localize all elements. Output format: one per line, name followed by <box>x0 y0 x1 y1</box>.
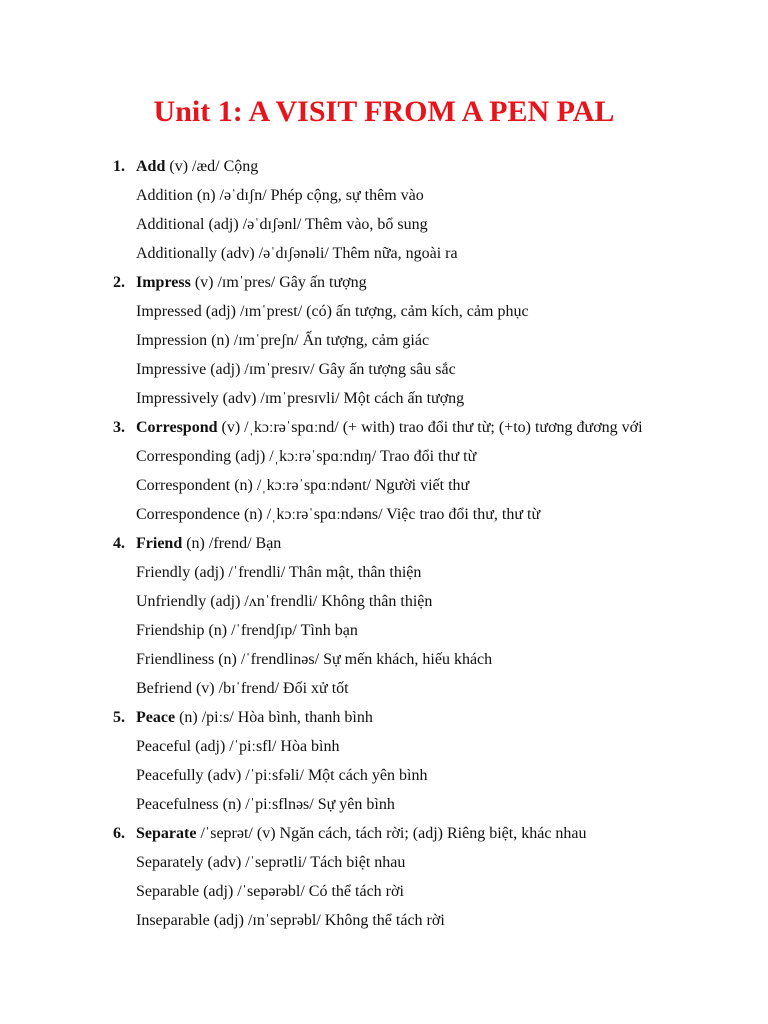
head-definition: (v) /ɪmˈpres/ Gây ấn tượng <box>190 274 367 291</box>
head-line <box>0 819 768 848</box>
item-number: 5. <box>113 709 125 726</box>
head-word: Peace <box>136 709 176 726</box>
derivative-line: Inseparable (adj) /ɪnˈseprəbl/ Không thể tách rời <box>136 912 445 929</box>
derivative-line: Peacefully (adv) /ˈpiːsfəli/ Một cách yên bình <box>136 767 428 784</box>
head-word: Impress <box>136 274 191 291</box>
head-definition: (v) /æd/ Cộng <box>165 158 259 175</box>
derivative-line: Peaceful (adj) /ˈpiːsfl/ Hòa bình <box>136 738 340 755</box>
head-line <box>0 529 768 558</box>
vocab-group-6 <box>0 819 768 935</box>
derivative-line: Friendship (n) /ˈfrendʃɪp/ Tình bạn <box>136 622 358 639</box>
derivative-line: Correspondent (n) /ˌkɔːrəˈspɑːndənt/ Người viết thư <box>136 477 470 494</box>
derivative-line: Impressively (adv) /ɪmˈpresɪvli/ Một cách ấn tượng <box>136 390 465 407</box>
derivative-line: Additional (adj) /əˈdɪʃənl/ Thêm vào, bổ sung <box>136 216 428 233</box>
head-definition: (n) /frend/ Bạn <box>182 535 282 552</box>
head-definition: /ˈseprət/ (v) Ngăn cách, tách rời; (adj) Riêng biệt, khác nhau <box>196 825 587 842</box>
item-number: 1. <box>113 158 125 175</box>
vocab-group-3 <box>0 413 768 529</box>
head-definition: (v) /ˌkɔːrəˈspɑːnd/ (+ with) trao đổi thư từ; (+to) tương đương với <box>217 419 643 436</box>
derivative-line: Additionally (adv) /əˈdɪʃənəli/ Thêm nữa, ngoài ra <box>136 245 458 262</box>
head-word: Separate <box>136 825 197 842</box>
derivative-line: Befriend (v) /bɪˈfrend/ Đối xử tốt <box>136 680 349 697</box>
head-word: Friend <box>136 535 183 552</box>
derivative-line: Unfriendly (adj) /ʌnˈfrendli/ Không thân thiện <box>136 593 433 610</box>
head-line <box>0 703 768 732</box>
page-title: Unit 1: A VISIT FROM A PEN PAL <box>153 95 615 128</box>
head-definition: (n) /piːs/ Hòa bình, thanh bình <box>175 709 373 726</box>
head-line <box>0 413 768 442</box>
derivative-line: Correspondence (n) /ˌkɔːrəˈspɑːndəns/ Việc trao đổi thư, thư từ <box>136 506 541 523</box>
derivative-line: Friendliness (n) /ˈfrendlinəs/ Sự mến khách, hiếu khách <box>136 651 493 668</box>
head-word: Add <box>136 158 166 175</box>
item-number: 3. <box>113 419 125 436</box>
item-number: 6. <box>113 825 125 842</box>
vocabulary-list <box>0 152 768 935</box>
derivative-line: Friendly (adj) /ˈfrendli/ Thân mật, thân thiện <box>136 564 422 581</box>
derivative-line: Peacefulness (n) /ˈpiːsflnəs/ Sự yên bình <box>136 796 395 813</box>
vocab-group-2 <box>0 268 768 413</box>
vocab-group-1 <box>0 152 768 268</box>
vocab-group-5 <box>0 703 768 819</box>
derivative-line: Separately (adv) /ˈseprətli/ Tách biệt nhau <box>136 854 406 871</box>
head-line <box>0 152 768 181</box>
vocab-group-4 <box>0 529 768 703</box>
derivative-line: Separable (adj) /ˈsepərəbl/ Có thể tách rời <box>136 883 404 900</box>
item-number: 2. <box>113 274 125 291</box>
head-line <box>0 268 768 297</box>
derivative-line: Impression (n) /ɪmˈpreʃn/ Ấn tượng, cảm giác <box>136 332 430 349</box>
item-number: 4. <box>113 535 125 552</box>
head-word: Correspond <box>136 419 218 436</box>
derivative-line: Impressive (adj) /ɪmˈpresɪv/ Gây ấn tượng sâu sắc <box>136 361 456 378</box>
derivative-line: Addition (n) /əˈdɪʃn/ Phép cộng, sự thêm vào <box>136 187 424 204</box>
derivative-line: Corresponding (adj) /ˌkɔːrəˈspɑːndɪŋ/ Trao đổi thư từ <box>136 448 477 465</box>
derivative-line: Impressed (adj) /ɪmˈprest/ (có) ấn tượng, cảm kích, cảm phục <box>136 303 529 320</box>
